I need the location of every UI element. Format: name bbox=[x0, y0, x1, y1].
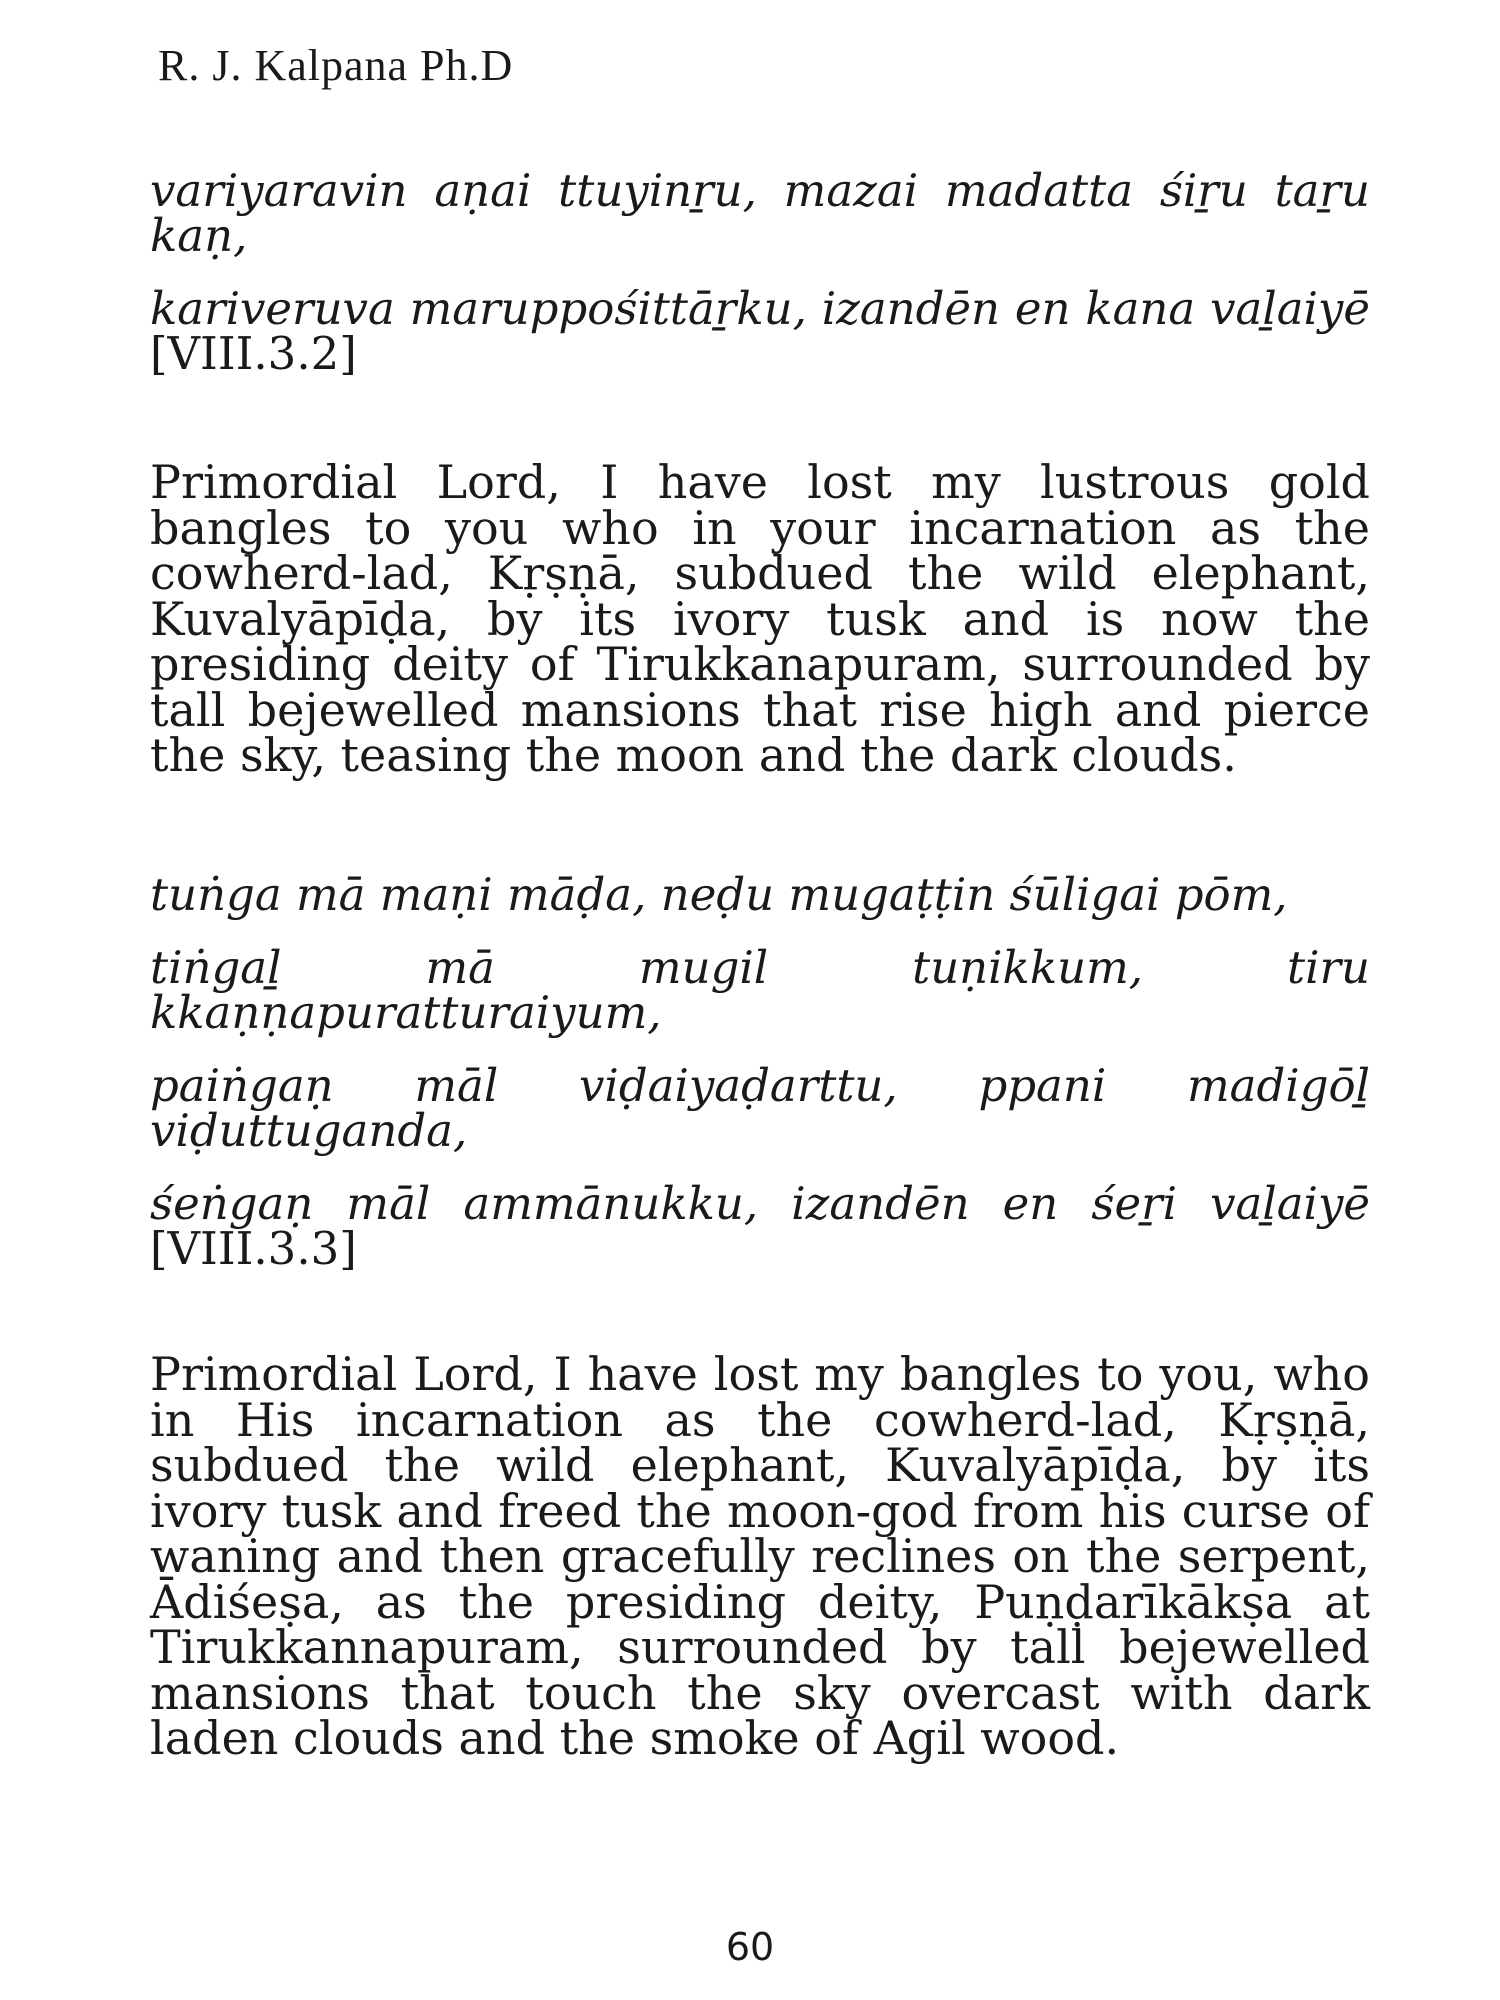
page-number: 60 bbox=[725, 1925, 775, 1969]
running-header-author: R. J. Kalpana Ph.D bbox=[158, 41, 514, 90]
verse-line: tuṅga mā maṇi māḍa, neḍu mugaṭṭin śūligai pōm, bbox=[150, 868, 1288, 921]
verse-line bbox=[150, 282, 1370, 380]
translation-text: Primordial Lord, I have lost my bangles to you, who in His incarnation as the cowherd-lad, Kṛṣṇā, subdued the wild elephant, Kuvalyāpīḍa, by its ivory tusk and freed the moon-god from his curse of waning and then gracefully reclines on the serpent, Ādiśeṣa, as the presiding deity, Puṇḍarīkākṣa at Tirukkannapuram, surrounded by tall bejewelled mansions that touch the sky overcast with dark laden clouds and the smoke of Agil wood. bbox=[150, 1347, 1370, 1765]
verse-line-text: śeṅgaṇ māl ammānukku, izandēn en śeṟi vaḻaiyē bbox=[150, 1177, 1370, 1230]
verse-line-text: kariveruva maruppośittāṟku, izandēn en kana vaḻaiyē bbox=[150, 282, 1370, 335]
verse-line: paiṅgaṇ māl viḍaiyaḍarttu, ppani madigōḻ viḍuttuganda, bbox=[150, 1059, 1370, 1157]
verse-line bbox=[150, 1177, 1370, 1275]
translation-paragraph-1 bbox=[150, 455, 1370, 782]
verse-line: tiṅgaḻ mā mugil tuṇikkum, tiru kkaṇṇapuratturaiyum, bbox=[150, 941, 1370, 1039]
verse-reference: [VIII.3.3] bbox=[150, 1222, 357, 1275]
translation-text: Primordial Lord, I have lost my lustrous gold bangles to you who in your incarnation as the cowherd-lad, Kṛṣṇā, subdued the wild elephant, Kuvalyāpīḍa, by its ivory tusk and is now the presiding deity of Tirukkanapuram, surrounded by tall bejewelled mansions that rise high and pierce the sky, teasing the moon and the dark clouds. bbox=[150, 455, 1370, 782]
verse-stanza-2 bbox=[150, 868, 1370, 1275]
verse-reference: [VIII.3.2] bbox=[150, 327, 357, 380]
verse-line: variyaravin aṇai ttuyinṟu, mazai madatta śiṟu taṟu kaṇ, bbox=[150, 164, 1370, 262]
translation-paragraph-2 bbox=[150, 1347, 1370, 1765]
verse-stanza-1 bbox=[150, 164, 1370, 380]
